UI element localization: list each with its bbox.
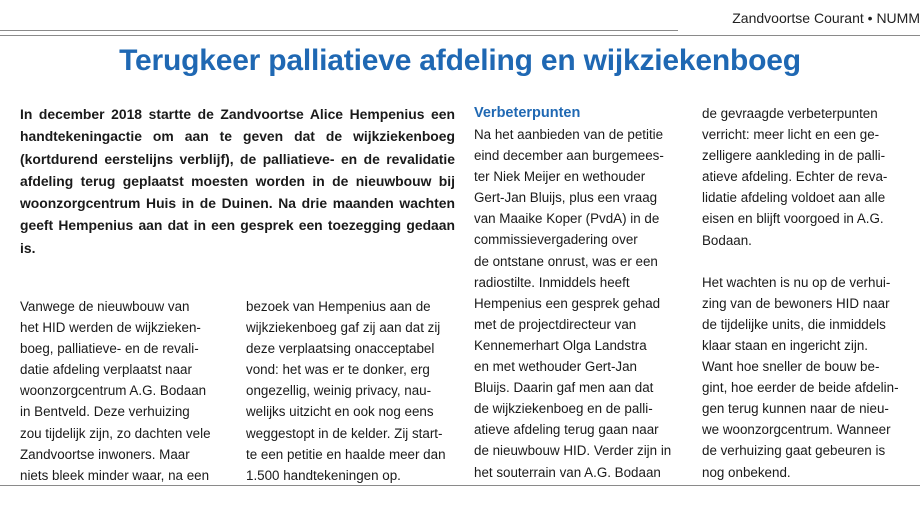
text-line: Het wachten is nu op de verhui- [702,274,891,290]
masthead: Zandvoortse Courant • NUMM [732,10,920,26]
text-line: van Maaike Koper (PvdA) in de [474,211,660,227]
text-line: eind december aan burgemees- [474,148,664,164]
text-line: weggestopt in de kelder. Zij start- [246,425,443,441]
text-line: Gert-Jan Bluijs, plus een vraag [474,190,658,206]
text-line: niets bleek minder waar, na een [20,467,210,483]
text-line: bezoek van Hempenius aan de [246,299,431,314]
body-paragraph [246,296,456,486]
text-line: Bodaan. [702,232,752,248]
body-column-2 [246,296,456,507]
text-line: de verhuizing gaat gebeuren is [702,443,886,459]
masthead-rule [0,30,678,31]
text-line: zou tijdelijk zijn, zo dachten vele [20,425,211,441]
text-line: Vanwege de nieuwbouw van [20,299,190,314]
text-line: in Bentveld. Deze verhuizing [20,404,190,420]
body-paragraph [702,103,914,251]
text-line: datie afdeling verplaatst naar [20,362,192,378]
text-line: zelligere aankleding in de palli- [702,148,886,164]
text-line: radiostilte. Inmiddels heeft [474,274,630,290]
text-line: de gevraagde verbeterpunten [702,106,878,121]
lead-paragraph: In december 2018 startte de Zandvoortse Alice Hempenius een handtekeningactie om aan te geven dat de wijkziekenboeg (kortdurend eerstelijns verblijf), de palliatieve- en de revalidatie afdeling terug geplaatst moesten worden in de nieuwbouw bij woonzorgcentrum Huis in de Duinen. Na drie maanden wachten geeft Hempenius aan dat in een gesprek een toezegging gedaan is. [20,106,455,256]
bottom-rule [0,485,920,486]
text-line: we woonzorgcentrum. Wanneer [702,422,891,438]
text-line: verricht: meer licht en een ge- [702,127,880,143]
body-paragraph [20,296,227,486]
text-line: commissievergadering over [474,232,638,248]
body-column-1 [20,296,227,507]
text-line: wijkziekenboeg gaf zij aan dat zij [246,320,441,336]
text-line: klaar staan en ingericht zijn. [702,337,868,353]
text-line: zing van de bewoners HID naar [702,295,890,311]
text-line: atieve afdeling terug gaan naar [474,422,659,438]
text-line: nog onbekend. [702,464,791,480]
article-headline: Terugkeer palliatieve afdeling en wijkziekenboeg [119,44,801,77]
text-line: het souterrain van A.G. Bodaan [474,464,661,480]
text-line: ter Niek Meijer en wethouder [474,169,646,185]
text-line: Want hoe sneller de bouw be- [702,359,880,375]
text-line: de wijkziekenboeg en de palli- [474,401,653,417]
text-line: woonzorgcentrum A.G. Bodaan [20,383,207,399]
text-line: Zandvoortse inwoners. Maar [20,446,190,462]
text-line: lidatie afdeling voldoet aan alle [702,190,886,206]
text-line: boeg, palliatieve- en de revali- [20,341,199,357]
text-line: gen terug kunnen naar de nieu- [702,401,889,417]
text-line: Bluijs. Daarin gaf men aan dat [474,380,654,396]
text-line: de ontstane onrust, was er een [474,253,658,269]
text-line: met de projectdirecteur van [474,316,637,332]
text-line: gint, hoe eerder de beide afdelin- [702,380,899,396]
body-paragraph [474,124,686,483]
text-line: Na het aanbieden van de petitie [474,127,664,142]
text-line: eisen en blijft voorgoed in A.G. [702,211,884,227]
text-line: de tijdelijke units, die inmiddels [702,316,886,332]
text-line: het HID werden de wijkzieken- [20,320,201,336]
text-line: Hempenius een gesprek gehad [474,295,661,311]
text-line: welijks uitzicht en ook nog eens [246,404,434,420]
top-rule [0,35,920,36]
text-line: te een petitie en haalde meer dan [246,446,446,462]
text-line: vond: het was er te donker, erg [246,362,430,378]
text-line: Kennemerhart Olga Landstra [474,337,647,353]
body-paragraph [702,272,914,483]
text-line: deze verplaatsing onacceptabel [246,341,435,357]
text-line: en met wethouder Gert-Jan [474,359,638,375]
text-line: 1.500 handtekeningen op. [246,467,401,483]
body-column-3 [474,103,686,504]
text-line: ongezellig, weinig privacy, nau- [246,383,432,399]
text-line: atieve afdeling. Echter de reva- [702,169,888,185]
text-line: de nieuwbouw HID. Verder zijn in [474,443,672,459]
body-column-4 [702,103,914,504]
article-lead [20,103,455,259]
section-subheading: Verbeterpunten [474,105,581,121]
